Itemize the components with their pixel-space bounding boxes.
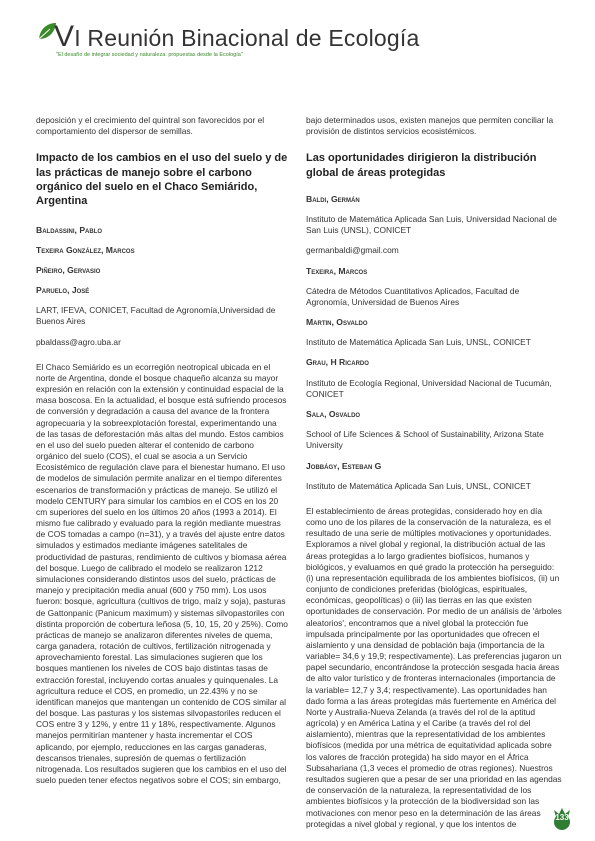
author-affiliation: Instituto de Ecología Regional, Universidad Nacional de Tucumán, CONICET [306, 377, 552, 399]
author-affiliation: Instituto de Matemática Aplicada San Luis, UNSL, CONICET [306, 480, 531, 491]
author-affiliation: LART, IFEVA, CONICET, Facultad de Agronomía,Universidad de Buenos Aires [36, 305, 276, 327]
header-title [54, 20, 419, 54]
author-name: Martin, Osvaldo [306, 317, 368, 328]
header-title-initial: V [54, 20, 75, 53]
left-intro-paragraph: deposición y el crecimiento del quintral son favorecidos por el comportamiento del dispersor de semillas. [36, 115, 265, 137]
author-name: Baldassini, Pablo [36, 224, 103, 235]
author-affiliation: Cátedra de Métodos Cuantitativos Aplicados, Facultad de Agronomía, Universidad de Buenos Aires [306, 285, 520, 307]
left-column [36, 115, 288, 795]
author-name: Baldi, Germán [306, 193, 360, 204]
header-title-rest: I Reunión Binacional de Ecología [74, 25, 420, 51]
author-name: Piñeiro, Gervasio [36, 264, 101, 275]
left-article-title: Impacto de los cambios en el uso del suelo y de las prácticas de manejo sobre el carbono orgánico del suelo en el Chaco Semiárido, Argentina [36, 152, 288, 208]
right-column [306, 115, 562, 839]
right-article-title: Las oportunidades dirigieron la distribución global de áreas protegidas [306, 152, 537, 179]
author-name: Texeira González, Marcos [36, 244, 135, 255]
page-header [0, 0, 595, 70]
author-affiliation: Instituto de Matemática Aplicada San Luis, UNSL, CONICET [306, 337, 531, 348]
author-name: Texeira, Marcos [306, 265, 368, 276]
author-email: germanbaldi@gmail.com [306, 245, 399, 256]
author-email: pbaldass@agro.uba.ar [36, 336, 121, 347]
right-abstract-body: El establecimiento de áreas protegidas, considerado hoy en día como uno de los pilares de la conservación de la naturaleza, es el resultado de una serie de múltiples motivaciones y oportunidades. Exploramos a nivel global y regional, la distribución actual de las áreas protegidas a lo largo gradientes biofísicos, humanos y biológicos, y evaluamos en qué grado la protección ha perseguido: (i) una representación equilibrada de los ambientes biofísicos, (ii) un conjunto de condiciones preferidas (biológicas, espirituales, económicas, geopolíticas) o (iii) las tierras en las que existen oportunidades de conservación. Por medio de un análisis de 'árboles aleatorios', encontramos que a nivel global la protección fue impulsada principalmente por las oportunidades que ofrecen el aislamiento y una densidad de población baja (importancia de la variable= 34,6 y 19,9; respectivamente). Las preferencias jugaron un papel secundario, encontrándose la protección sesgada hacia áreas de alto valor turístico y de fronteras internacionales (importancia de la variable= 12,7 y 3,4; respectivamente). Las oportunidades han dado forma a las áreas protegidas más fuertemente en América del Norte y Australia-Nueva Zelanda (a través del rol de la aptitud agrícola) y en América Latina y el Caribe (a través del rol del aislamiento), mientras que la representatividad de los ambientes biofísicos (medida por una métrica de equitatividad aplicada sobre los valores de fracción protegida) ha sido mayor en el África Subsahariana (1,3 veces el promedio de otras regiones). Nuestros resultados sugieren que a pesar de ser una prioridad en las agendas de conservación de la naturaleza, la representatividad de los ambientes biofísicos y la protección de la biodiversidad son las motivaciones con menor peso en la determinación de las áreas protegidas a nivel global y regional, y que los intentos de [306, 505, 562, 829]
author-name: Grau, H Ricardo [306, 357, 369, 368]
author-affiliation: School of Life Sciences & School of Sustainability, Arizona State University [306, 429, 544, 451]
author-name: Sala, Osvaldo [306, 409, 361, 419]
header-subtitle: "El desafío de integrar sociedad y naturaleza: propuestas desde la Ecología" [56, 52, 243, 58]
left-abstract-body: El Chaco Semiárido es un ecorregión neotropical ubicada en el norte de Argentina, donde el bosque chaqueño alcanza su mayor expresión en relación con la extensión y continuidad espacial de la masa boscosa. En la actualidad, el bosque está sufriendo procesos de conversión y degradación a causa del avance de la frontera agropecuaria y la sobreexplotación forestal, experimentando una de las tasas de deforestación más altas del mundo. Estos cambios en el uso del suelo pueden alterar el contenido de carbono orgánico del suelo (COS), el cual se asocia a un Servicio Ecosistémico de regulación clave para el bienestar humano. El uso de modelos de simulación permite analizar en el tiempo diferentes escenarios de transformación y prácticas de manejo. Se utilizó el modelo CENTURY para simular los cambios en el COS en los 20 cm superiores del suelo en los últimos 20 años (1993 a 2014). El mismo fue calibrado y evaluado para la región mediante muestras de COS tomadas a campo (n=31), y a través del ajuste entre datos simulados y estimados mediante imágenes satelitales de productividad de pasturas, rendimiento de cultivos y biomasa aérea del bosque. Luego de calibrado el modelo se realizaron 1212 simulaciones considerando distintos usos del suelo, prácticas de manejo y precipitación media anual (600 y 750 mm). Los usos fueron: bosque, agricultura (cultivos de trigo, maíz y soja), pasturas de Gattonpanic (Panicum maximum) y sistemas silvopastoriles con distinta proporción de cobertura leñosa (5, 10, 15, 20 y 25%). Como prácticas de manejo se analizaron diferentes niveles de quema, carga ganadera, rotación de cultivos, fertilización nitrogenada y aprovechamiento forestal. Las simulaciones sugieren que los bosques mantienen los niveles de COS bajo distintas tasas de extracción forestal, incluyendo cortas anuales y quinquenales. La agricultura reduce el COS, en promedio, un 22.43% y no se identifican manejos que mantengan un contenido de COS similar al del bosque. Las pasturas y los sistemas silvopastoriles reducen el COS entre 3 y 12%, y entre 11 y 18%, respectivamente. Algunos manejos permitirían mantener y hasta incrementar el COS aplicando, por ejemplo, reducciones en las cargas ganaderas, descansos trienales, supresión de quemas o fertilización nitrogenada. Los resultados sugieren que los cambios en el uso del suelo pueden tener efectos negativos sobre el COS; sin embargo, [36, 361, 288, 786]
right-intro-paragraph: bajo determinados usos, existen manejos que permiten conciliar la provisión de distintos servicios ecosistémicos. [306, 115, 554, 137]
left-authors [36, 225, 288, 348]
author-affiliation: Instituto de Matemática Aplicada San Luis, Universidad Nacional de San Luis (UNSL), CONICET [306, 214, 557, 236]
author-name: Jobbágy, Esteban G [306, 460, 382, 471]
page-number: 133 [555, 813, 569, 822]
right-authors [306, 194, 562, 492]
author-name: Paruelo, José [36, 285, 90, 296]
